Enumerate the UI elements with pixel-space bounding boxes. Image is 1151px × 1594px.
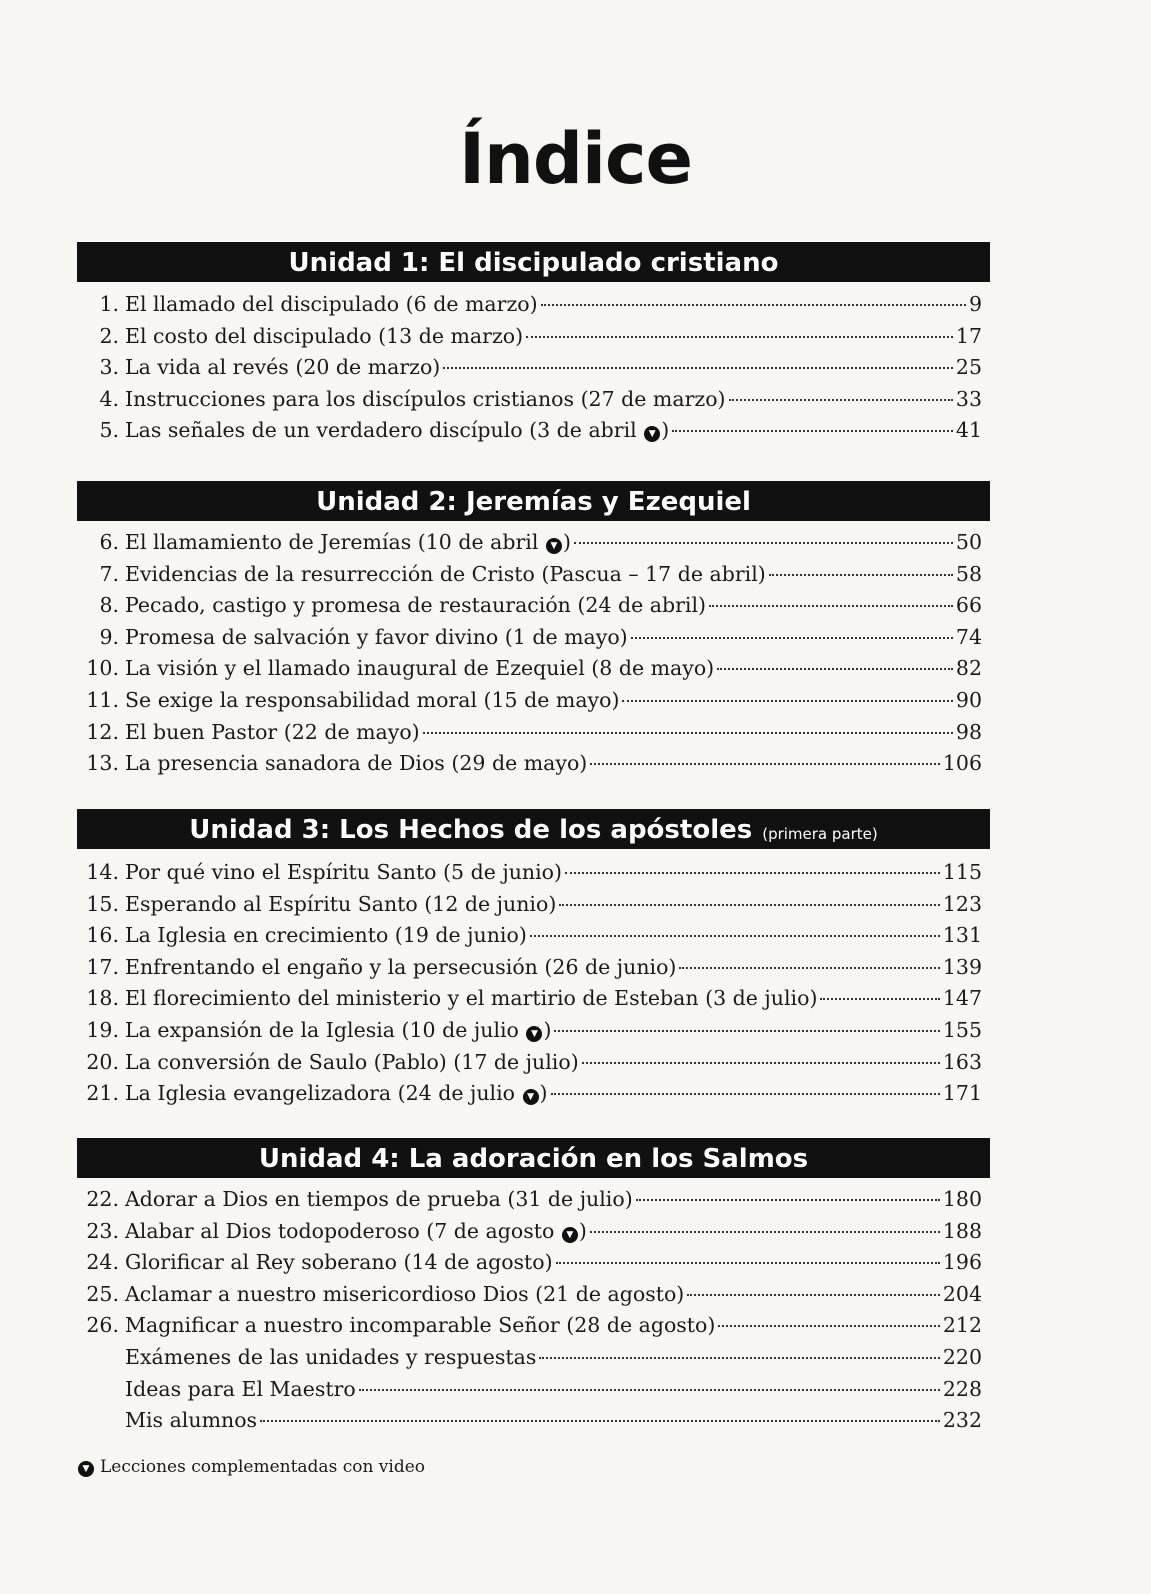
lesson-title-group: [125, 625, 628, 649]
toc-row: [77, 892, 982, 924]
lesson-number: 6.: [99, 530, 119, 554]
lesson-title-group: [125, 562, 766, 586]
lesson-title-group: [125, 593, 706, 617]
unit-4-header: [77, 1138, 990, 1178]
lesson-title-end: ): [543, 1017, 552, 1042]
video-icon: ▼: [78, 1461, 94, 1477]
toc-row: [77, 1050, 982, 1082]
dot-leader: [559, 904, 940, 906]
lesson-number: 3.: [99, 355, 119, 380]
dot-leader: [260, 1420, 940, 1422]
lesson-number: 9.: [99, 624, 119, 649]
lesson-title-group: [125, 1050, 579, 1074]
unit-1-lessons: [77, 292, 982, 450]
toc-row: [77, 355, 982, 387]
page-number: 232: [942, 1408, 982, 1433]
lesson-title-end: ): [578, 1218, 587, 1243]
dot-leader: [565, 872, 940, 874]
lesson-title-end: ): [539, 1081, 548, 1106]
page-number: 41: [955, 418, 982, 443]
dot-leader: [717, 668, 953, 670]
lesson-title: Ideas para El Maestro: [125, 1376, 356, 1401]
lesson-title: Exámenes de las unidades y respuestas: [125, 1344, 537, 1369]
toc-row: [77, 418, 982, 450]
dot-leader: [556, 1262, 940, 1264]
dot-leader: [554, 1030, 939, 1032]
video-icon: ▼: [526, 1026, 542, 1042]
toc-row: [77, 1313, 982, 1345]
lesson-title: Alabar al Dios todopoderoso (7 de agosto: [125, 1218, 555, 1243]
toc-row: [77, 593, 982, 625]
lesson-title-group: [125, 418, 669, 442]
dot-leader: [622, 700, 952, 702]
page-number: 74: [955, 624, 982, 649]
lesson-number: 14.: [86, 860, 119, 884]
unit-1-header: [77, 242, 990, 282]
unit-3-subheading: (primera parte): [762, 825, 878, 843]
lesson-title-group: [125, 1081, 548, 1105]
lesson-title-group: [125, 1219, 587, 1243]
lesson-title: El llamado del discipulado (6 de marzo): [125, 292, 538, 316]
lesson-number: 5.: [99, 418, 119, 443]
lesson-number: 15.: [86, 891, 119, 916]
unit-3-header: [77, 809, 990, 849]
page-number: 98: [955, 719, 982, 744]
lesson-number: 16.: [86, 923, 119, 948]
toc-row: [77, 955, 982, 987]
lesson-title: Magnificar a nuestro incomparable Señor (28 de agosto): [125, 1313, 716, 1338]
toc-row: [77, 562, 982, 594]
unit-2-heading: Unidad 2: Jeremías y Ezequiel: [316, 487, 751, 517]
page-number: 58: [955, 561, 982, 586]
lesson-number: 7.: [99, 561, 119, 586]
lesson-title-group: [125, 1250, 553, 1274]
toc-row: [77, 1018, 982, 1050]
page-number: 25: [955, 355, 982, 380]
toc-row: [77, 324, 982, 356]
dot-leader: [423, 732, 953, 734]
lesson-title: Glorificar al Rey soberano (14 de agosto): [125, 1250, 553, 1275]
lesson-title: Enfrentando el engaño y la persecusión (26 de junio): [125, 954, 677, 979]
page-number: 82: [955, 656, 982, 681]
dot-leader: [636, 1199, 940, 1201]
unit-4-lessons: [77, 1187, 982, 1440]
lesson-number: 4.: [99, 386, 119, 411]
lesson-title: Aclamar a nuestro misericordioso Dios (21 de agosto): [125, 1281, 685, 1306]
lesson-number: 20.: [86, 1049, 119, 1074]
unit-2-lessons: [77, 530, 982, 783]
toc-row: [77, 1081, 982, 1113]
lesson-number: 25.: [86, 1281, 119, 1306]
lesson-title-group: [125, 1345, 536, 1369]
video-icon: ▼: [546, 538, 562, 554]
lesson-title: La visión y el llamado inaugural de Ezequiel (8 de mayo): [125, 656, 715, 681]
lesson-title-group: [125, 955, 676, 979]
lesson-title-group: [125, 720, 420, 744]
lesson-number: 23.: [86, 1218, 119, 1243]
toc-row: [77, 530, 982, 562]
toc-row: [77, 923, 982, 955]
lesson-title-group: [125, 986, 817, 1010]
lesson-number: 21.: [86, 1081, 119, 1106]
lesson-title: Mis alumnos: [125, 1408, 258, 1433]
toc-row: [77, 1219, 982, 1251]
lesson-number: 11.: [86, 687, 119, 712]
lesson-title: El florecimiento del ministerio y el martirio de Esteban (3 de julio): [125, 986, 818, 1011]
lesson-number: 1.: [99, 292, 119, 316]
dot-leader: [709, 605, 953, 607]
lesson-title-group: [125, 892, 556, 916]
toc-row: [77, 688, 982, 720]
toc-row: [77, 292, 982, 324]
video-icon: ▼: [562, 1227, 578, 1243]
dot-leader: [582, 1062, 940, 1064]
page-number: 139: [942, 954, 982, 979]
lesson-title: Esperando al Espíritu Santo (12 de junio): [125, 891, 557, 916]
dot-leader: [541, 304, 966, 306]
dot-leader: [769, 574, 953, 576]
page-number: 147: [942, 986, 982, 1011]
page-number: 33: [955, 386, 982, 411]
dot-leader: [526, 336, 953, 338]
page-number: 212: [942, 1313, 982, 1338]
unit-4-heading: Unidad 4: La adoración en los Salmos: [258, 1144, 809, 1174]
lesson-title-group: [125, 923, 527, 947]
legend-text: Lecciones complementadas con video: [100, 1457, 426, 1477]
dot-leader: [530, 935, 940, 937]
toc-row: [77, 625, 982, 657]
lesson-title: Las señales de un verdadero discípulo (3 de abril: [125, 418, 637, 443]
lesson-title: El costo del discipulado (13 de marzo): [125, 323, 524, 348]
page-number: 123: [942, 891, 982, 916]
dot-leader: [539, 1357, 939, 1359]
dot-leader: [718, 1325, 939, 1327]
lesson-title-group: [125, 355, 440, 379]
page-number: 17: [955, 323, 982, 348]
lesson-title: La Iglesia en crecimiento (19 de junio): [125, 923, 527, 948]
unit-2-header: [77, 481, 990, 521]
lesson-title-group: [125, 1018, 551, 1042]
page-number: 188: [942, 1218, 982, 1243]
dot-leader: [590, 763, 940, 765]
dot-leader: [359, 1389, 940, 1391]
lesson-number: 10.: [86, 656, 119, 681]
lesson-title-group: [125, 860, 562, 884]
page-number: 220: [942, 1344, 982, 1369]
lesson-number: 26.: [86, 1313, 119, 1338]
lesson-number: 24.: [86, 1250, 119, 1275]
toc-row: [77, 1282, 982, 1314]
lesson-title: Adorar a Dios en tiempos de prueba (31 de julio): [125, 1187, 633, 1211]
dot-leader: [631, 637, 953, 639]
lesson-title-group: [125, 1282, 684, 1306]
toc-row: [77, 720, 982, 752]
lesson-title-group: [125, 530, 571, 554]
dot-leader: [679, 967, 939, 969]
unit-1-heading: Unidad 1: El discipulado cristiano: [288, 248, 779, 278]
dot-leader: [443, 367, 953, 369]
page-number: 50: [955, 530, 982, 554]
lesson-title-group: [125, 656, 714, 680]
lesson-title-group: [125, 1187, 633, 1211]
toc-row: [77, 1345, 982, 1377]
page-title: Índice: [459, 118, 692, 200]
lesson-title: Evidencias de la resurrección de Cristo (Pascua – 17 de abril): [125, 561, 766, 586]
dot-leader: [687, 1294, 940, 1296]
page-number: 196: [942, 1250, 982, 1275]
lesson-title: El buen Pastor (22 de mayo): [125, 719, 420, 744]
lesson-title: La conversión de Saulo (Pablo) (17 de julio): [125, 1049, 579, 1074]
unit-3-heading: Unidad 3: Los Hechos de los apóstoles: [189, 815, 753, 845]
dot-leader: [672, 430, 953, 432]
toc-row: [77, 986, 982, 1018]
lesson-number: 8.: [99, 593, 119, 618]
toc-row: [77, 860, 982, 892]
dot-leader: [729, 399, 953, 401]
lesson-number: 17.: [86, 954, 119, 979]
page-number: 131: [942, 923, 982, 948]
dot-leader: [574, 542, 953, 544]
page-number: 90: [955, 687, 982, 712]
lesson-title: Promesa de salvación y favor divino (1 de mayo): [125, 624, 628, 649]
toc-row: [77, 1408, 982, 1440]
dot-leader: [551, 1093, 940, 1095]
dot-leader: [590, 1231, 940, 1233]
toc-row: [77, 656, 982, 688]
lesson-title: La presencia sanadora de Dios (29 de mayo): [125, 751, 588, 776]
lesson-title-group: [125, 292, 538, 316]
toc-row: [77, 751, 982, 783]
page-number: 9: [968, 292, 982, 316]
lesson-title-group: [125, 1313, 715, 1337]
lesson-number: 12.: [86, 719, 119, 744]
lesson-title-group: [125, 1408, 257, 1432]
page-number: 204: [942, 1281, 982, 1306]
lesson-title: La expansión de la Iglesia (10 de julio: [125, 1017, 519, 1042]
page-number: 66: [955, 593, 982, 618]
page-number: 171: [942, 1081, 982, 1106]
lesson-title: La vida al revés (20 de marzo): [125, 355, 441, 380]
lesson-title: Se exige la responsabilidad moral (15 de mayo): [125, 687, 620, 712]
toc-row: [77, 1377, 982, 1409]
video-icon: ▼: [644, 426, 660, 442]
unit-3-lessons: [77, 860, 982, 1113]
page-number: 155: [942, 1017, 982, 1042]
lesson-title: La Iglesia evangelizadora (24 de julio: [125, 1081, 515, 1106]
toc-row: [77, 1250, 982, 1282]
lesson-title: Instrucciones para los discípulos cristianos (27 de marzo): [125, 386, 726, 411]
video-icon: ▼: [523, 1089, 539, 1105]
lesson-title-group: [125, 387, 726, 411]
page-number: 106: [942, 751, 982, 776]
lesson-number: 22.: [86, 1187, 119, 1211]
lesson-number: 18.: [86, 986, 119, 1011]
lesson-title: Por qué vino el Espíritu Santo (5 de junio): [125, 860, 563, 884]
lesson-title: El llamamiento de Jeremías (10 de abril: [125, 530, 539, 554]
page-number: 180: [942, 1187, 982, 1211]
lesson-title-end: ): [661, 418, 670, 443]
toc-row: [77, 387, 982, 419]
lesson-title: Pecado, castigo y promesa de restauración (24 de abril): [125, 593, 707, 618]
lesson-number: 19.: [86, 1017, 119, 1042]
page-number: 228: [942, 1376, 982, 1401]
lesson-title-group: [125, 688, 619, 712]
lesson-title-group: [125, 1377, 356, 1401]
dot-leader: [820, 998, 939, 1000]
toc-row: [77, 1187, 982, 1219]
lesson-number: 2.: [99, 323, 119, 348]
lesson-number: 13.: [86, 751, 119, 776]
page-number: 163: [942, 1049, 982, 1074]
legend: [77, 1457, 425, 1477]
lesson-title-group: [125, 324, 523, 348]
lesson-title-group: [125, 751, 587, 775]
lesson-title-end: ): [562, 530, 571, 554]
page-number: 115: [942, 860, 982, 884]
